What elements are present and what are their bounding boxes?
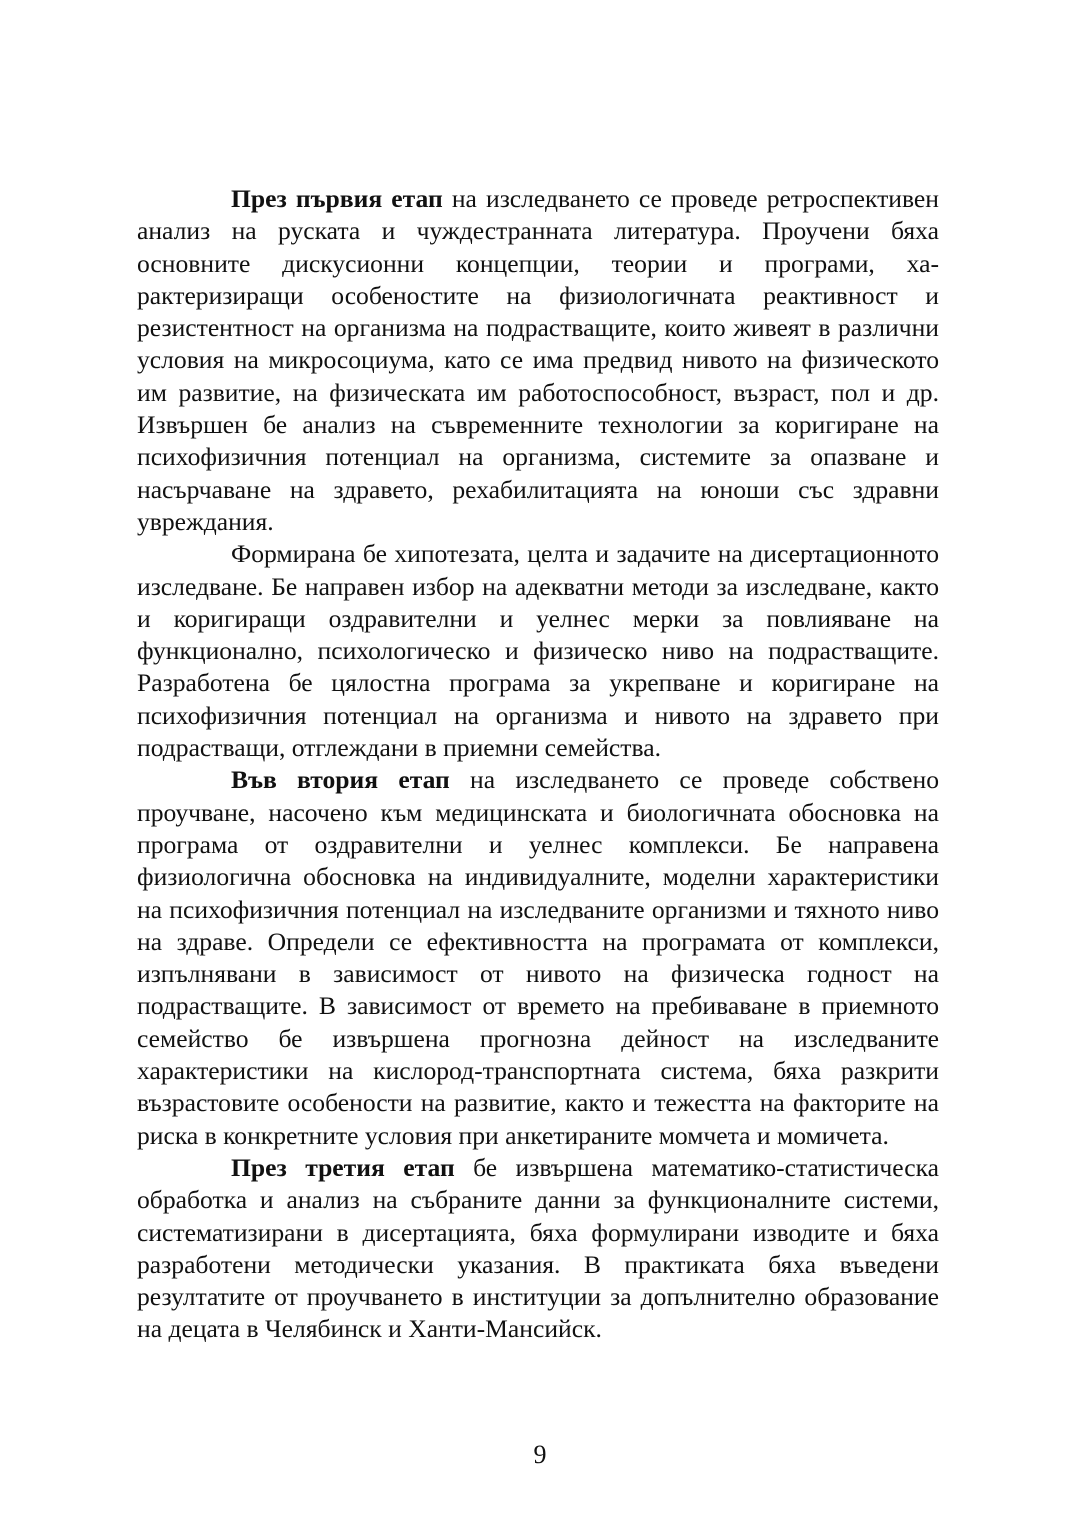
- paragraph-body: на изследването се проведе собствено проучване, насочено към медицинската и биологичната обосновка на програма от оздравителни и уелнес комплекси. Бе направена физиологична обосновка на индивидуалните, моделни характеристики на психофизичния потенциал на изследваните организми и тяхното ниво на здраве. Определи се ефективността на програмата от комплекси, изпълнявани в зависимост от нивото на физическа годност на подрастващите. В зависимост от времето на пребиваване в приемното семейство бе извършена прогнозна дейност на изследваните характеристики на кислород-транспортната система, бяха разкрити възрастовите особености на развитие, както и тежестта на факторите на риска в конкретните условия при анкетираните момчета и момичета.: [137, 765, 940, 1150]
- paragraph-hypothesis: [137, 538, 939, 764]
- paragraph-body: Формирана бе хипотезата, целта и задачите на дисертационното изследване. Бе направен избор на адекватни методи за изследване, както и коригиращи оздравителни и уелнес мерки за повлияване на функционално, психологическо и физическо ниво на подрастващите. Разработена бе цялостна програма за укрепване и коригиране на психофизичния потенциал на организма и нивото на здравето при подрастващи, отглеждани в приемни семейства.: [137, 539, 939, 763]
- page-number: 9: [533, 1440, 547, 1469]
- paragraph-stage-two: [137, 764, 939, 1152]
- paragraph-lead: Във втория етап: [231, 765, 450, 795]
- paragraph-body: на изследването се проведе ретроспективен анализ на руската и чуждестранната литература. Проучени бяха основните дискусионни концепции, теории и програми, характеризиращи особеностите на физиологичната реактивност и резистентност на организма на подрастващите, които живеят в различни условия на микросоциума, като се има предвид нивото на физическото им развитие, на физическата им работоспособност, възраст, пол и др. Извършен бе анализ на съвременните технологии за коригиране на психофизичния потенциал на организма, системите за опазване и насърчаване на здравето, рехабилитацията на юноши със здравни увреждания.: [137, 184, 939, 536]
- paragraph-lead: През третия етап: [231, 1152, 455, 1182]
- body-text: [137, 183, 939, 1346]
- paragraph-body: бе извършена математико-статистическа обработка и анализ на събраните данни за функционалните системи, систематизирани в дисертацията, бяха формулирани изводите и бяха разработени методически указания. В практиката бяха въведени резултатите от проучването в институции за допълнително образование на децата в Челябинск и Ханти-Мансийск.: [137, 1152, 939, 1344]
- paragraph-stage-one: [137, 183, 939, 538]
- paragraph-stage-three: [137, 1152, 939, 1346]
- paragraph-lead: През първия етап: [231, 184, 443, 213]
